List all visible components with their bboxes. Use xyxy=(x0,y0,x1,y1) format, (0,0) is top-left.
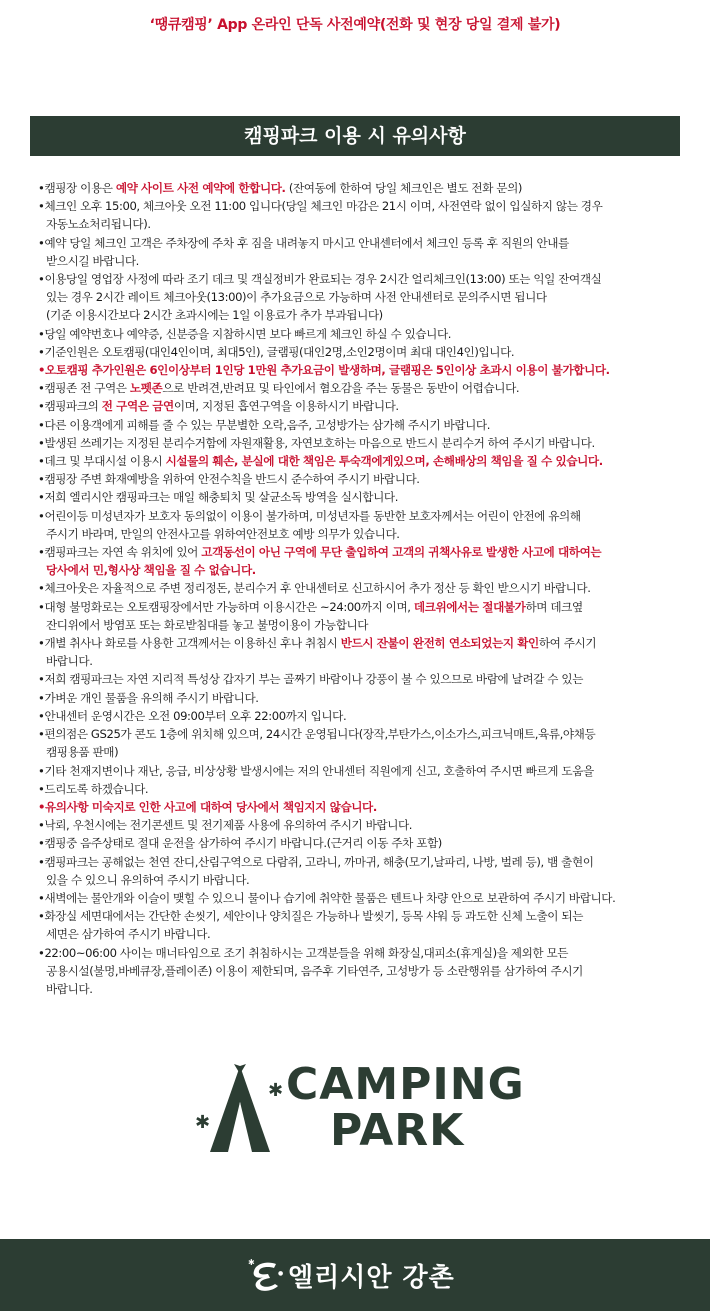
footer-bar xyxy=(0,1239,710,1311)
rule-text: •데크 및 부대시설 이용시 xyxy=(38,454,166,469)
rule-item xyxy=(38,416,690,434)
rule-text: 하여 주시기 바랍니다. xyxy=(46,636,597,669)
rule-text: •가벼운 개인 물품을 유의해 주시기 바랍니다. xyxy=(38,690,259,705)
rule-text: •드리도록 하겠습니다. xyxy=(38,781,149,796)
rules-list xyxy=(38,179,690,998)
logo-line-2: PARK xyxy=(330,1105,465,1156)
rule-text: •기준인원은 오토캠핑(대인4인이며, 최대5인), 글램핑(대인2명,소인2명이며 최대 대인4인)입니다. xyxy=(38,344,515,359)
svg-text:✱: ✱ xyxy=(195,1112,211,1133)
rule-item xyxy=(38,543,690,579)
rule-text: •캠핑파크는 자연 속 위치에 있어 xyxy=(38,545,202,560)
rule-text: •캠핑존 전 구역은 xyxy=(38,381,130,396)
rule-item xyxy=(38,197,690,233)
rule-item xyxy=(38,762,690,780)
rule-text: •어린이등 미성년자가 보호자 동의없이 이용이 불가하며, 미성년자를 동반한 보호자께서는 어린이 안전에 유의해 주시기 바라며, 만일의 안전사고를 위하여안전보호 예방 의무가 있습니다. xyxy=(38,508,581,541)
rule-item xyxy=(38,397,690,415)
rule-text: •이용당일 영업장 사정에 따라 조기 데크 및 객실정비가 완료되는 경우 2시간 얼리체크인(13:00) 또는 익일 잔여객실 있는 경우 2시간 레이트 체크아웃(13:00)이 추가요금으로 가능하며 사전 안내센터로 문의주시면 됩니다 (기준 이용시간보다 2시간 초과시에는 1일 이용료가 추가 부과됩니다) xyxy=(38,272,602,323)
rule-text: •캠핑파크의 xyxy=(38,399,102,414)
rule-item xyxy=(38,944,690,999)
rule-highlight: 예약 사이트 사전 예약에 한합니다. xyxy=(115,181,286,195)
rule-text: •당일 예약번호나 예약증, 신분증을 지참하시면 보다 빠르게 체크인 하실 수 있습니다. xyxy=(38,326,452,341)
rule-text: 으로 반려견,반려묘 및 타인에서 혐오감을 주는 동물은 동반이 어렵습니다. xyxy=(162,381,520,396)
rule-highlight: 시설물의 훼손, 분실에 대한 책임은 투숙객에게있으며, 손해배상의 책임을 질 수 있습니다. xyxy=(165,454,603,469)
rule-text: •새벽에는 물안개와 이슬이 맺힐 수 있으니 물이나 습기에 취약한 물품은 텐트나 차량 안으로 보관하여 주시기 바랍니다. xyxy=(38,890,616,905)
elysian-e-icon xyxy=(246,1255,286,1295)
rule-item xyxy=(38,325,690,343)
rule-item xyxy=(38,889,690,907)
rule-item xyxy=(38,798,690,816)
rule-item xyxy=(38,725,690,761)
rule-text: •낙뢰, 우천시에는 전기콘센트 및 전기제품 사용에 유의하여 주시기 바랍니다. xyxy=(38,818,413,833)
rule-item xyxy=(38,270,690,325)
rule-highlight: 고객동선이 아닌 구역에 무단 출입하여 고객의 귀책사유로 발생한 사고에 대하여는 당사에서 민,형사상 책임을 질 수 없습니다. xyxy=(46,545,602,578)
rule-highlight: 전 구역은 금연 xyxy=(101,399,174,414)
rule-item xyxy=(38,234,690,270)
rule-item xyxy=(38,780,690,798)
camping-park-logo xyxy=(194,1059,525,1157)
rule-text: •개별 취사나 화로를 사용한 고객께서는 이용하신 후나 취침시 xyxy=(38,636,341,651)
rule-text: •대형 불멍화로는 오토캠핑장에서만 가능하며 이용시간은 ~24:00까지 이며, xyxy=(38,599,414,614)
rule-text: •기타 천재지변이나 재난, 응급, 비상상황 발생시에는 저의 안내센터 직원에게 신고, 호출하여 주시면 빠르게 도움을 xyxy=(38,763,594,778)
rule-text: •발생된 쓰레기는 지정된 분리수거함에 자원재활용, 자연보호하는 마음으로 반드시 분리수거 하여 주시기 바랍니다. xyxy=(38,435,595,450)
rule-item xyxy=(38,634,690,670)
rule-text: •캠핑장 이용은 xyxy=(38,181,116,195)
rule-item xyxy=(38,179,690,197)
rule-text: 이며, 지정된 흡연구역을 이용하시기 바랍니다. xyxy=(173,399,399,414)
rule-item xyxy=(38,579,690,597)
rule-item xyxy=(38,853,690,889)
rule-item xyxy=(38,488,690,506)
tent-icon xyxy=(194,1062,284,1154)
rule-text: •다른 이용객에게 피해를 줄 수 있는 무분별한 오락,음주, 고성방가는 삼가해 주시기 바랍니다. xyxy=(38,417,491,432)
rule-text: •저희 캠핑파크는 자연 지리적 특성상 갑자기 부는 골짜기 바람이나 강풍이 불 수 있으므로 바람에 날려갈 수 있는 xyxy=(38,672,583,687)
rule-text: •예약 당일 체크인 고객은 주차장에 주차 후 짐을 내려놓지 마시고 안내센터에서 체크인 등록 후 직원의 안내를 받으시길 바랍니다. xyxy=(38,235,569,268)
rule-item xyxy=(38,816,690,834)
rule-text: •체크아웃은 자율적으로 주변 정리정돈, 분리수거 후 안내센터로 신고하시어 추가 정산 등 확인 받으시기 바랍니다. xyxy=(38,581,591,596)
rule-text: •화장실 세면대에서는 간단한 손씻기, 세안이나 양치질은 가능하나 발씻기, 등목 샤워 등 과도한 신체 노출이 되는 세면은 삼가하여 주시기 바랍니다. xyxy=(38,909,583,942)
svg-text:●: ● xyxy=(278,1270,284,1277)
footer-brand: 엘리시안 강촌 xyxy=(288,1263,455,1293)
rule-item xyxy=(38,452,690,470)
rule-item xyxy=(38,907,690,943)
rule-text: •캠핑파크는 공해없는 천연 잔디,산림구역으로 다람쥐, 고라니, 까마귀, 해충(모기,날파리, 나방, 벌레 등), 뱀 출현이 있을 수 있으니 유의하여 주시기 바랍니다. xyxy=(38,854,594,887)
logo-line-1: CAMPING xyxy=(286,1059,525,1110)
rule-item xyxy=(38,507,690,543)
rule-text: 하며 데크옆 잔디위에서 방염포 또는 화로받침대를 놓고 불멍이용이 가능합니다 xyxy=(46,599,583,632)
svg-text:✱: ✱ xyxy=(268,1080,284,1101)
svg-text:✱: ✱ xyxy=(248,1258,255,1267)
rule-item xyxy=(38,343,690,361)
page-title: 캠핑파크 이용 시 유의사항 xyxy=(30,116,680,156)
rule-item xyxy=(38,379,690,397)
rule-text: (잔여동에 한하여 당일 체크인은 별도 전화 문의) xyxy=(285,181,522,195)
rule-item xyxy=(38,707,690,725)
rule-item xyxy=(38,689,690,707)
rule-highlight: 데크위에서는 절대불가 xyxy=(413,599,526,614)
rule-highlight: •오토캠핑 추가인원은 6인이상부터 1인당 1만원 추가요금이 발생하며, 글램핑은 5인이상 초과시 이용이 불가합니다. xyxy=(38,363,610,378)
logo-wordmark xyxy=(286,1059,525,1156)
booking-notice: ‘땡큐캠핑’ App 온라인 단독 사전예약(전화 및 현장 당일 결제 불가) xyxy=(149,17,561,33)
rule-item xyxy=(38,470,690,488)
rule-text: •안내센터 운영시간은 오전 09:00부터 오후 22:00까지 입니다. xyxy=(38,708,347,723)
rule-item xyxy=(38,434,690,452)
rule-item xyxy=(38,834,690,852)
rule-item xyxy=(38,670,690,688)
rule-item xyxy=(38,598,690,634)
rule-highlight: •유의사항 미숙지로 인한 사고에 대하여 당사에서 책임지지 않습니다. xyxy=(38,799,377,814)
rule-text: •22:00~06:00 사이는 매너타임으로 조기 취침하시는 고객분들을 위해 화장실,대피소(휴게실)을 제외한 모든 공용시설(불멍,바베큐장,플레이존) 이용이 제한되며, 음주후 기타연주, 고성방가 등 소란행위를 삼가하여 주시기 바랍니다. xyxy=(38,945,583,996)
rule-item xyxy=(38,361,690,379)
rule-text: •편의점은 GS25가 콘도 1층에 위치해 있으며, 24시간 운영됩니다(장작,부탄가스,이소가스,피크닉매트,육류,야채등 캠핑용품 판매) xyxy=(38,727,596,760)
rule-text: •캠핑중 음주상태로 절대 운전을 삼가하여 주시기 바랍니다.(근거리 이동 주차 포함) xyxy=(38,836,442,851)
rule-highlight: 노펫존 xyxy=(129,381,163,396)
rule-highlight: 반드시 잔불이 완전히 연소되었는지 확인 xyxy=(340,636,539,651)
rule-text: •체크인 오후 15:00, 체크아웃 오전 11:00 입니다(당일 체크인 마감은 21시 이며, 사전연락 없이 입실하지 않는 경우 자동노쇼처리됩니다). xyxy=(38,199,603,232)
rule-text: •캠핑장 주변 화재예방을 위하여 안전수칙을 반드시 준수하여 주시기 바랍니다. xyxy=(38,472,420,487)
rule-text: •저희 엘리시안 캠핑파크는 매일 해충퇴치 및 살균소독 방역을 실시합니다. xyxy=(38,490,398,505)
